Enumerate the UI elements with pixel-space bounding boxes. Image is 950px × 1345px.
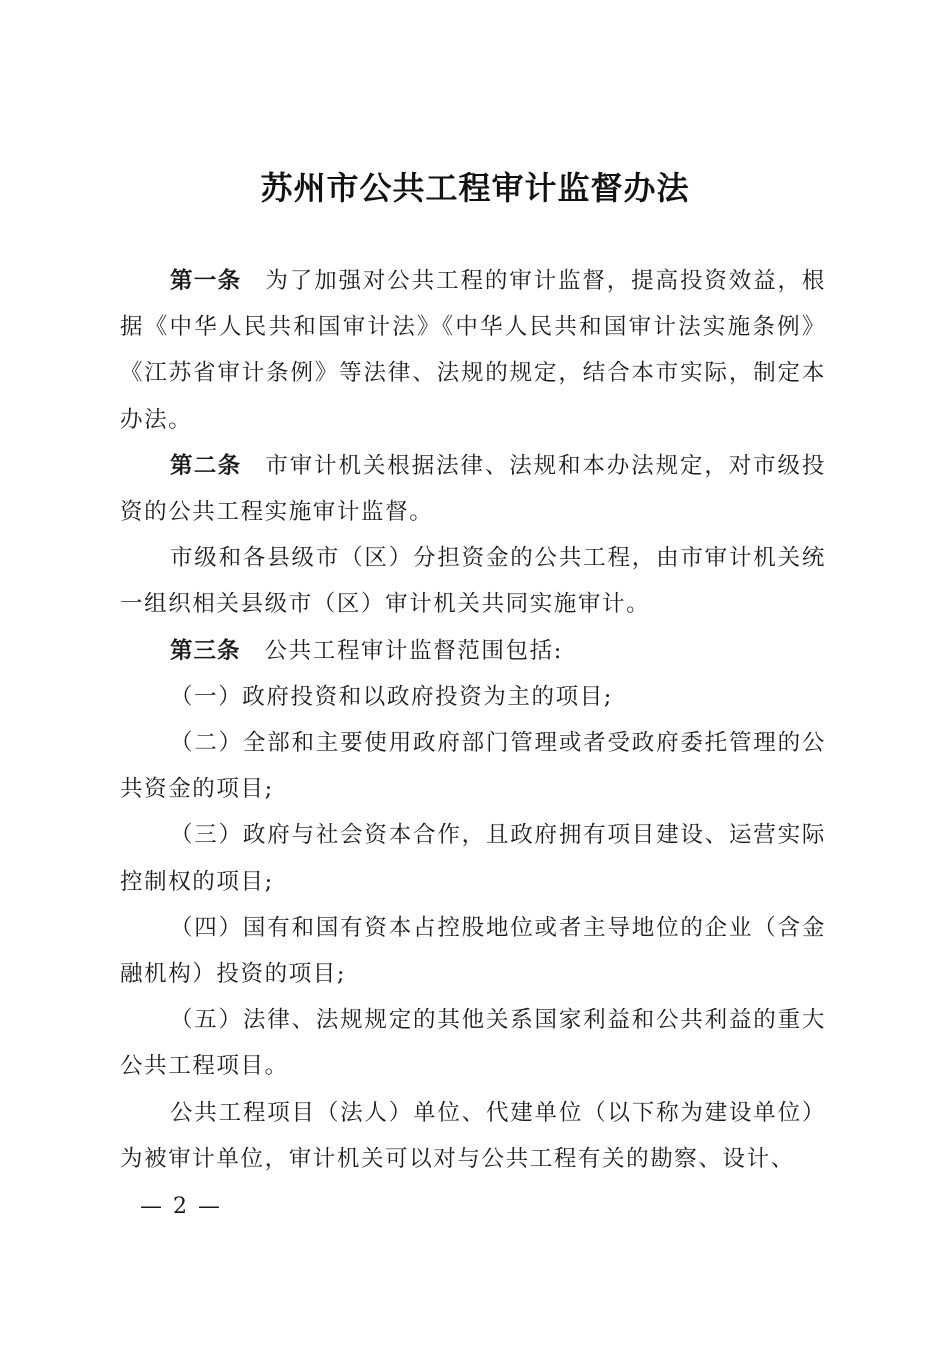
article-3-text: 公共工程审计监督范围包括:: [264, 637, 563, 664]
article-1-text: 为了加强对公共工程的审计监督，提高投资效益，根据《中华人民共和国审计法》《中华人民共和国审计法实施条例》《江苏省审计条例》等法律、法规的规定，结合本市实际，制定本办法。: [120, 268, 826, 433]
page-number: — 2 —: [140, 1194, 222, 1219]
article-3-item-3: （三）政府与社会资本合作，且政府拥有项目建设、运营实际控制权的项目;: [120, 822, 826, 895]
article-3-item-5: （五）法律、法规规定的其他关系国家利益和公共利益的重大公共工程项目。: [120, 1007, 826, 1080]
article-3-item-2: （二）全部和主要使用政府部门管理或者受政府委托管理的公共资金的项目;: [120, 730, 826, 803]
document-body: [120, 258, 826, 1182]
article-3-item-4: （四）国有和国有资本占控股地位或者主导地位的企业（含金融机构）投资的项目;: [120, 914, 826, 988]
article-3-paragraph: [120, 628, 826, 674]
article-3-label: 第三条: [170, 637, 241, 664]
article-2-clause-2: 市级和各县级市（区）分担资金的公共工程，由市审计机关统一组织相关县级市（区）审计机关共同实施审计。: [120, 545, 826, 618]
document-title: 苏州市公共工程审计监督办法: [260, 169, 690, 207]
article-2-text: 市审计机关根据法律、法规和本办法规定，对市级投资的公共工程实施审计监督。: [120, 452, 826, 526]
article-2-label: 第二条: [170, 452, 242, 479]
article-3-item-1: （一）政府投资和以政府投资为主的项目;: [170, 683, 613, 710]
article-1-label: 第一条: [170, 268, 242, 294]
article-1-paragraph: [120, 258, 826, 443]
article-3-clause-2: 公共工程项目（法人）单位、代建单位（以下称为建设单位）为被审计单位，审计机关可以对与公共工程有关的勘察、设计、: [120, 1099, 826, 1172]
article-2-paragraph: [120, 443, 826, 535]
